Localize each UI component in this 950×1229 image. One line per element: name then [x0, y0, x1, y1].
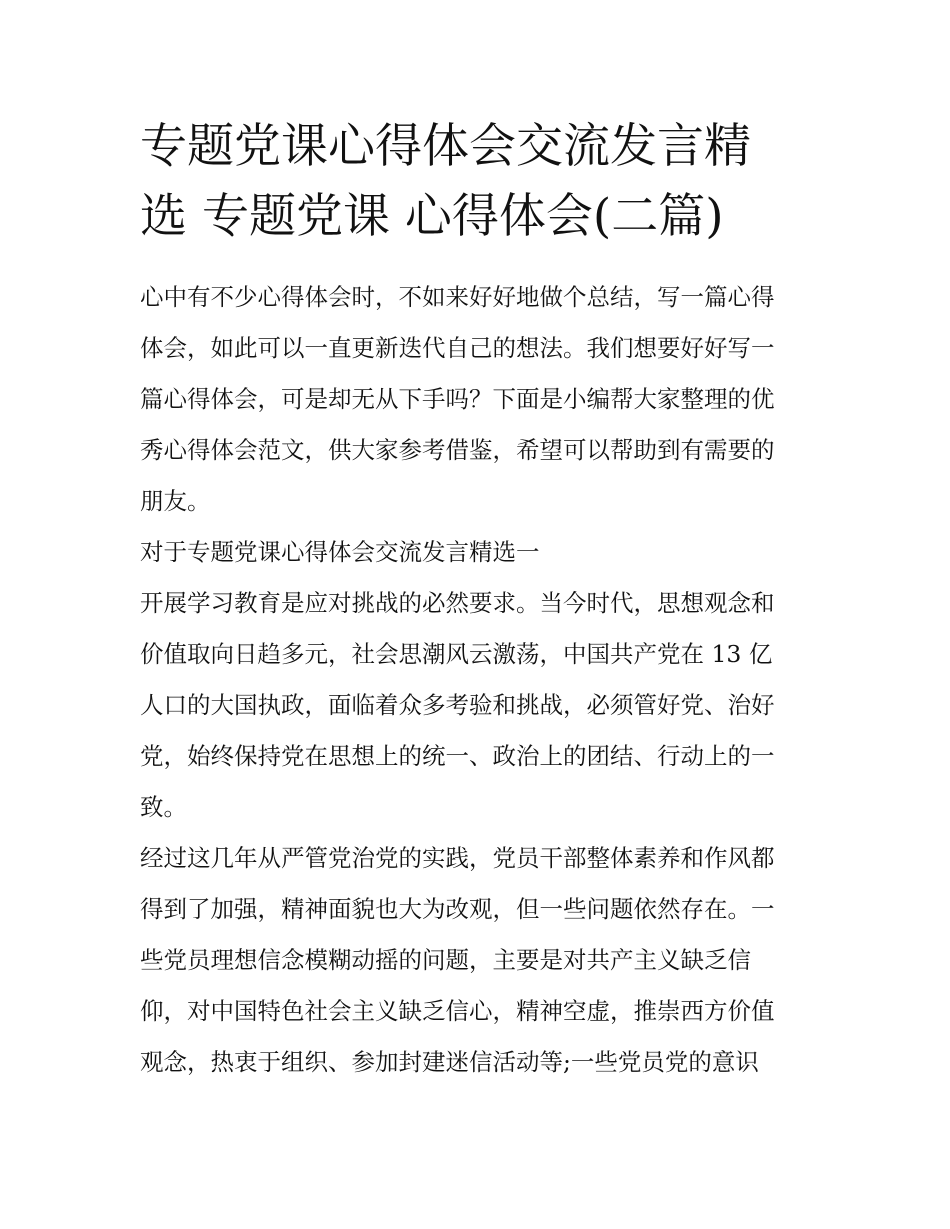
document-content: [140, 112, 815, 1088]
text-line: 心中有不少心得体会时，不如来好好地做个总结，写一篇心得: [140, 283, 775, 311]
text-line: 经过这几年从严管党治党的实践，党员干部整体素养和作风都: [140, 844, 775, 872]
text-line: 人口的大国执政，面临着众多考验和挑战，必须管好党、治好: [140, 691, 775, 719]
document-body: [140, 272, 815, 1088]
text-line: 仰，对中国特色社会主义缺乏信心，精神空虚，推崇西方价值: [140, 997, 775, 1025]
title-line: 专题党课心得体会交流发言精: [140, 119, 751, 174]
paragraph-body: [140, 578, 815, 833]
text-line: 体会，如此可以一直更新迭代自己的想法。我们想要好好写一: [140, 334, 775, 362]
section-heading: [140, 527, 815, 578]
text-line: 党，始终保持党在思想上的统一、政治上的团结、行动上的一: [140, 742, 775, 770]
text-line: 秀心得体会范文，供大家参考借鉴，希望可以帮助到有需要的: [140, 436, 775, 464]
text-line: 篇心得体会，可是却无从下手吗？下面是小编帮大家整理的优: [140, 385, 775, 413]
text-line: 朋友。: [140, 487, 211, 515]
text-line: 得到了加强，精神面貌也大为改观，但一些问题依然存在。一: [140, 895, 775, 923]
paragraph-body: [140, 833, 815, 1088]
text-line: 开展学习教育是应对挑战的必然要求。当今时代，思想观念和: [140, 589, 775, 617]
text-line: 些党员理想信念模糊动摇的问题，主要是对共产主义缺乏信: [140, 946, 751, 974]
document-title: [140, 112, 815, 252]
text-line: 观念，热衷于组织、参加封建迷信活动等;一些党员党的意识: [140, 1048, 759, 1076]
text-line: 价值取向日趋多元，社会思潮风云激荡，中国共产党在 13 亿: [140, 640, 773, 668]
title-line: 选 专题党课 心得体会(二篇): [140, 189, 724, 244]
paragraph-intro: [140, 272, 815, 527]
text-line: 对于专题党课心得体会交流发言精选一: [140, 538, 540, 566]
text-line: 致。: [140, 793, 187, 821]
